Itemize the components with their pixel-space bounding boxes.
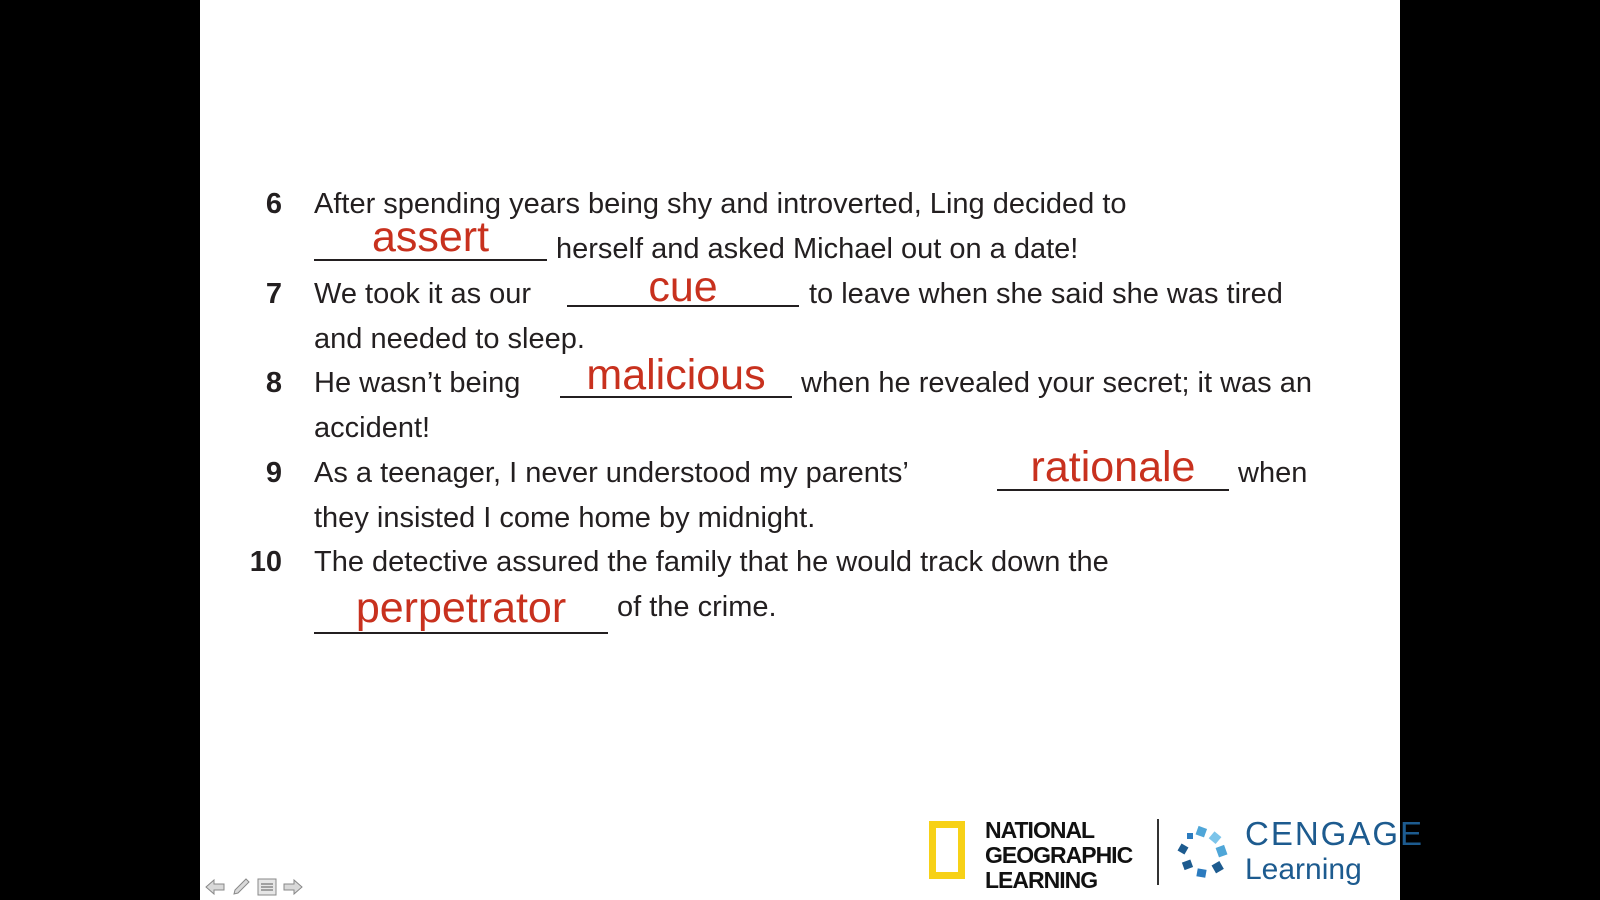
cengage-name: CENGAGE bbox=[1245, 815, 1425, 852]
cengage-sub: Learning bbox=[1245, 853, 1362, 886]
answer-text: malicious bbox=[586, 351, 766, 399]
pen-icon[interactable] bbox=[231, 878, 251, 896]
item-text: He wasn’t being bbox=[314, 367, 521, 399]
item-text: As a teenager, I never understood my parents’ bbox=[314, 457, 909, 489]
answer-text: cue bbox=[648, 263, 718, 311]
next-arrow-icon[interactable] bbox=[283, 878, 303, 896]
item-number: 9 bbox=[265, 457, 282, 489]
slide bbox=[200, 0, 1400, 900]
item-text: to leave when she said she was tired bbox=[809, 278, 1283, 310]
item-number: 7 bbox=[265, 278, 282, 310]
item-text: We took it as our bbox=[314, 278, 532, 310]
logo-divider bbox=[1157, 819, 1159, 885]
item-number: 10 bbox=[249, 546, 282, 578]
item-text: they insisted I come home by midnight. bbox=[314, 502, 816, 534]
natgeo-logo-text bbox=[985, 818, 1132, 893]
cengage-logo-icon bbox=[1175, 825, 1233, 883]
answer-text: rationale bbox=[1030, 443, 1196, 491]
natgeo-line: NATIONAL bbox=[985, 817, 1095, 843]
answer-text: assert bbox=[371, 213, 490, 261]
natgeo-line: GEOGRAPHIC bbox=[985, 842, 1133, 868]
item-text: and needed to sleep. bbox=[314, 323, 585, 355]
item-text: accident! bbox=[314, 412, 431, 444]
item-text: when he revealed your secret; it was an bbox=[801, 367, 1312, 399]
slideshow-nav bbox=[205, 876, 303, 898]
item-text: when bbox=[1238, 457, 1308, 489]
previous-arrow-icon[interactable] bbox=[205, 878, 225, 896]
item-number: 6 bbox=[265, 188, 282, 220]
item-text: of the crime. bbox=[617, 591, 777, 623]
item-number: 8 bbox=[265, 367, 282, 399]
menu-icon[interactable] bbox=[257, 878, 277, 896]
item-text: After spending years being shy and introverted, Ling decided to bbox=[314, 188, 1127, 220]
answer-blank[interactable] bbox=[314, 632, 608, 634]
answer-text: perpetrator bbox=[355, 584, 567, 632]
item-text: The detective assured the family that he would track down the bbox=[314, 546, 1109, 578]
natgeo-yellow-border-logo bbox=[929, 821, 965, 879]
item-text: herself and asked Michael out on a date! bbox=[556, 233, 1079, 265]
natgeo-line: LEARNING bbox=[985, 867, 1098, 893]
publisher-logos bbox=[925, 815, 1425, 895]
